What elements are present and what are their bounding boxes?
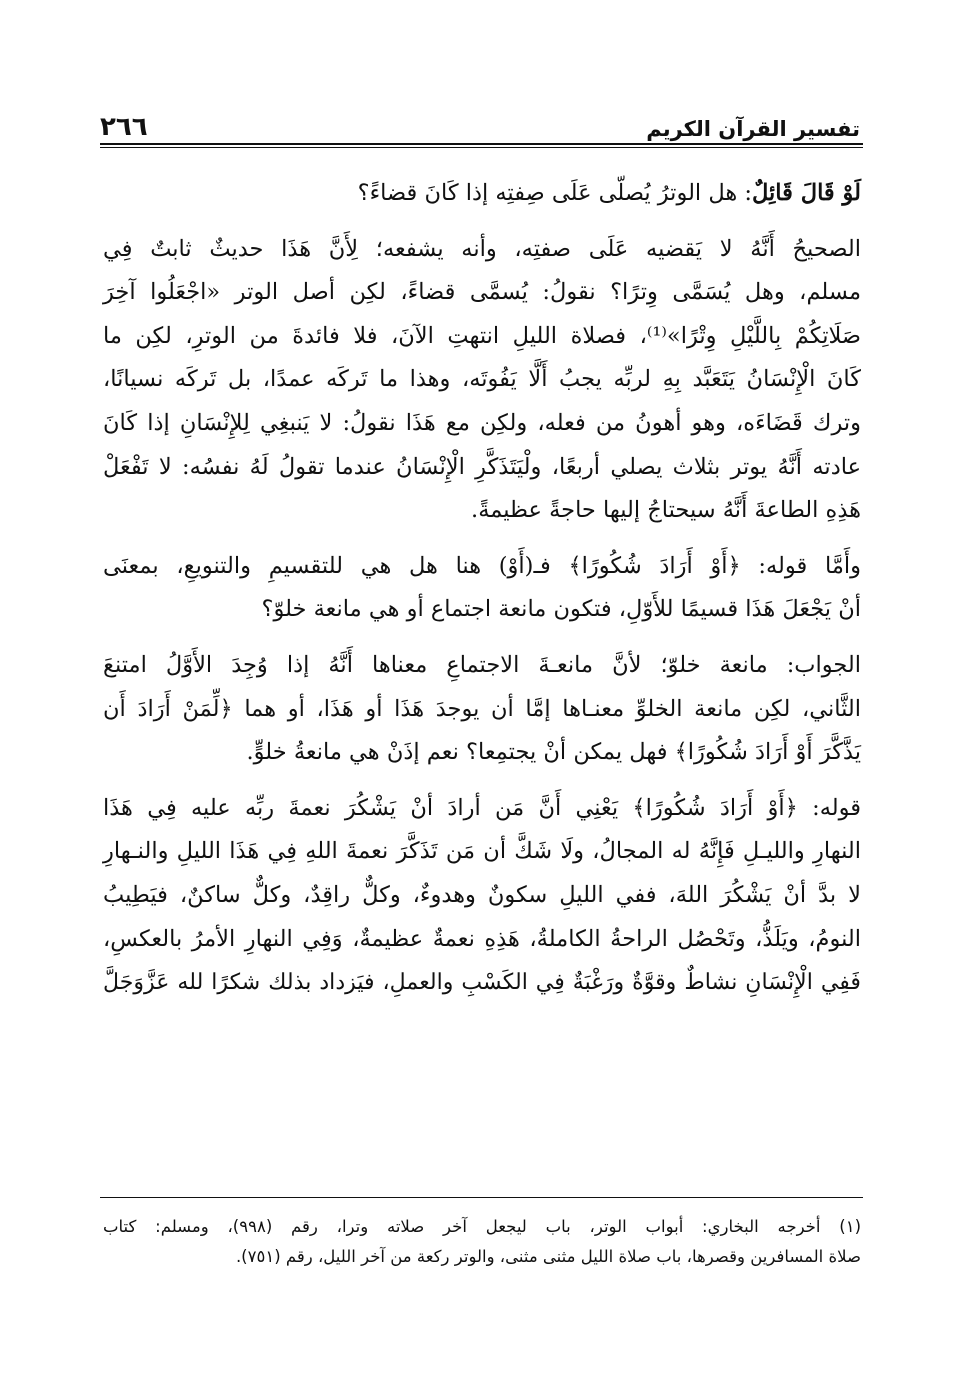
text-line: وأَمَّا قوله: ﴿أَوْ أَرَادَ شُكُورًا﴾ فـ(أَوْ) هنا هل هي للتقسيمِ والتنويعِ، بمعنَى xyxy=(103,552,861,579)
text-line: عادته أَنَّهُ يوتر بثلاث يصلي أربعًا، ولْيَتَذَكَّرِ الْإِنْسَانُ عندما تقولُ لَهُ نفسُه: لا تَفْعَلْ xyxy=(103,453,861,480)
text-line: كَانَ الْإِنْسَانُ يَتَعَبَّد بِهِ لربِّه يجبُ أَلَّا يَفُوتَه، وهذا ما تَركَه عمدًا، بل تَركَه نسيانًا، xyxy=(103,366,861,393)
text-line: فَفِي الْإِنْسَانِ نشاطٌ وقوَّةٌ ورَغْبَةٌ فِي الكَسْبِ والعملِ، فيَزداد بذلك شكرًا لله عَزَّوَجَلَّ xyxy=(103,969,861,996)
footnotes xyxy=(103,1212,861,1272)
page-number: ٢٦٦ xyxy=(100,112,148,142)
book-title: تفسير القرآن الكريم xyxy=(646,117,860,141)
footnote-line: (١) أخرجه البخاري: أبواب الوتر، باب ليجعل آخر صلاته وترا، رقم (٩٩٨)، ومسلم: كتاب xyxy=(103,1217,861,1236)
text-line: الجواب: مانعة خلوّ؛ لأنَّ مانعـةَ الاجتماعِ معناها أَنَّهُ إذا وُجِدَ الأَوَّلُ امتنعَ xyxy=(103,651,861,678)
question-text: : هل الوترُ يُصلّى عَلَى صِفتِه إذا كَانَ قضاءً؟ xyxy=(357,180,752,206)
question-lead: لَوْ قَالَ قَائِلٌ xyxy=(751,180,861,206)
main-text xyxy=(103,172,861,1005)
text-line: الثَّاني، لكِن مانعة الخلوِّ معنـاها إمَّا أن يوجدَ هَذَا أو هَذَا، أو هما ﴿لِّمَنْ أَرَادَ أَن xyxy=(103,695,861,722)
text-line: النومُ، ويَلَذُّ، وتَحْصُل الراحةُ الكاملةُ، هَذِهِ نعمةٌ عظيمةٌ، وَفِي النهارِ الأمرُ بالعكسِ، xyxy=(103,925,861,952)
page-header xyxy=(100,100,860,140)
paragraph-aw-question xyxy=(103,545,861,632)
text-line: النهارِ والليـلِ فَإِنَّهُ له المجالُ، ولَا شَكَّ أن مَن تَذَكَّرَ نعمةَ اللهِ فِي هَذَا الليلِ والنـهارِ xyxy=(103,838,861,865)
footnote-line: صلاة المسافرين وقصرها، باب صلاة الليل مثنى مثنى، والوتر ركعة من آخر الليل، رقم (٧٥١). xyxy=(235,1247,861,1266)
text-line: يَذَّكَّرَ أَوْ أَرَادَ شُكُورًا﴾ فهل يمكن أنْ يجتمِعا؟ نعم إذَنْ هي مانعةُ خلوٍّ. xyxy=(246,739,861,766)
paragraph-gratitude xyxy=(103,787,861,1005)
paragraph-answer xyxy=(103,228,861,533)
text-line: صَلَاتِكُمْ بِاللَّيْلِ وِتْرًا»⁽¹⁾، فصلاة الليلِ انتهتِ الآنَ، فلا فائدةَ من الوترِ، لكِن ما xyxy=(103,322,861,349)
text-line: الصحيحُ أَنَّهُ لا يَقضيه عَلَى صفتِه، وأنه يشفعه؛ لِأَنَّ هَذَا حديثٌ ثابتٌ فِي xyxy=(103,235,861,262)
paragraph-aw-answer xyxy=(103,644,861,775)
footnote-rule xyxy=(100,1197,863,1198)
text-line: أنْ يَجْعَلَ هَذَا قسيمًا للأَوّلِ، فتكون مانعة اجتماع أو هي مانعة خلوّ؟ xyxy=(261,596,861,623)
text-line: لا بدَّ أنْ يَشْكُرَ اللهَ، ففي الليلِ سكونٌ وهدوءٌ، وكلٌّ راقِدٌ، وكلٌّ ساكنٌ، فيَطِيبُ xyxy=(103,881,861,908)
text-line: وترك قَضَاءَه، وهو أهونُ من فعله، ولكِن مع هَذَا نقولُ: لا يَنبغِي لِلإِنْسَانِ إذا كَانَ xyxy=(103,409,861,436)
text-line xyxy=(103,172,861,216)
text-line: هَذِهِ الطاعةَ أَنَّهُ سيحتاجُ إليها حاجةً عظيمةً. xyxy=(471,497,861,524)
text-line: قوله: ﴿أَوْ أَرَادَ شُكُورًا﴾ يَعْنِي أَنَّ مَن أرادَ أنْ يَشْكُرَ نعمةَ ربِّه عليه فِي هَذَا xyxy=(103,794,861,821)
header-rule xyxy=(100,143,863,148)
text-line: مسلم، وهل يُسَمَّى وِترًا؟ نقولُ: يُسمَّى قضاءً، لكِن أصل الوتر «اجْعَلُوا آخِرَ xyxy=(103,279,861,306)
paragraph-question xyxy=(103,172,861,216)
